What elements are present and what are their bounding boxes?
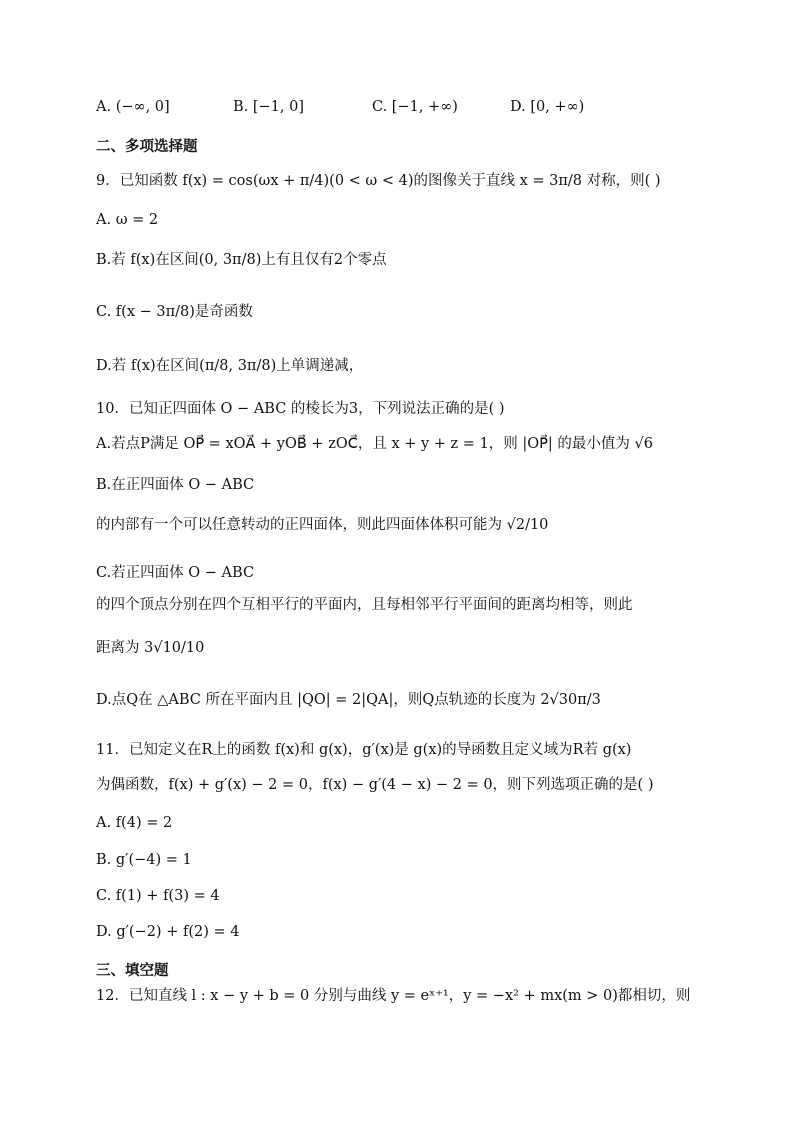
q11-stem-line1: 11．已知定义在R上的函数 f(x)和 g(x)，g′(x)是 g(x)的导函数且定义域为R若 g(x) — [96, 742, 632, 758]
q12-stem: 12．已知直线 l : x − y + b = 0 分别与曲线 y = eˣ⁺¹，y = −x² + mx(m > 0)都相切，则 — [96, 988, 691, 1004]
q8-option-b: B. [−1, 0] — [233, 99, 305, 115]
q10-option-c-line2: 的四个顶点分别在四个互相平行的平面内，且每相邻平行平面间的距离均相等，则此 — [96, 597, 633, 613]
q9-stem: 9．已知函数 f(x) = cos(ωx + π/4)(0 < ω < 4)的图像关于直线 x = 3π/8 对称，则( ) — [96, 173, 661, 189]
section-heading-fill-in: 三、填空题 — [96, 963, 169, 979]
q10-option-a: A.若点P满足 OP⃗ = xOA⃗ + yOB⃗ + zOC⃗，且 x + y + z = 1，则 |OP⃗| 的最小值为 √6 — [96, 436, 653, 452]
q10-option-d: D.点Q在 △ABC 所在平面内且 |QO| = 2|QA|，则Q点轨迹的长度为 2√30π/3 — [96, 692, 601, 708]
q10-option-b-line2: 的内部有一个可以任意转动的正四面体，则此四面体体积可能为 √2/10 — [96, 517, 549, 533]
q11-stem-line2: 为偶函数，f(x) + g′(x) − 2 = 0，f(x) − g′(4 − x) − 2 = 0，则下列选项正确的是( ) — [96, 777, 654, 793]
q11-option-a: A. f(4) = 2 — [96, 815, 173, 831]
section-heading-multiple-choice: 二、多项选择题 — [96, 139, 198, 155]
q10-option-c-line1: C.若正四面体 O − ABC — [96, 565, 255, 581]
q10-stem: 10．已知正四面体 O − ABC 的棱长为3，下列说法正确的是( ) — [96, 401, 505, 417]
q11-option-d: D. g′(−2) + f(2) = 4 — [96, 924, 240, 940]
q9-option-a: A. ω = 2 — [96, 212, 159, 228]
q8-option-d: D. [0, +∞) — [510, 99, 585, 115]
q10-option-c-line3: 距离为 3√10/10 — [96, 640, 205, 656]
q9-option-d: D.若 f(x)在区间(π/8, 3π/8)上单调递减， — [96, 358, 364, 374]
q8-option-c: C. [−1, +∞) — [372, 99, 458, 115]
q11-option-b: B. g′(−4) = 1 — [96, 852, 192, 868]
q11-option-c: C. f(1) + f(3) = 4 — [96, 888, 220, 904]
q10-option-b-line1: B.在正四面体 O − ABC — [96, 477, 255, 493]
q9-option-c: C. f(x − 3π/8)是奇函数 — [96, 304, 253, 320]
q9-option-b: B.若 f(x)在区间(0, 3π/8)上有且仅有2个零点 — [96, 252, 387, 268]
q8-option-a: A. (−∞, 0] — [96, 99, 170, 115]
